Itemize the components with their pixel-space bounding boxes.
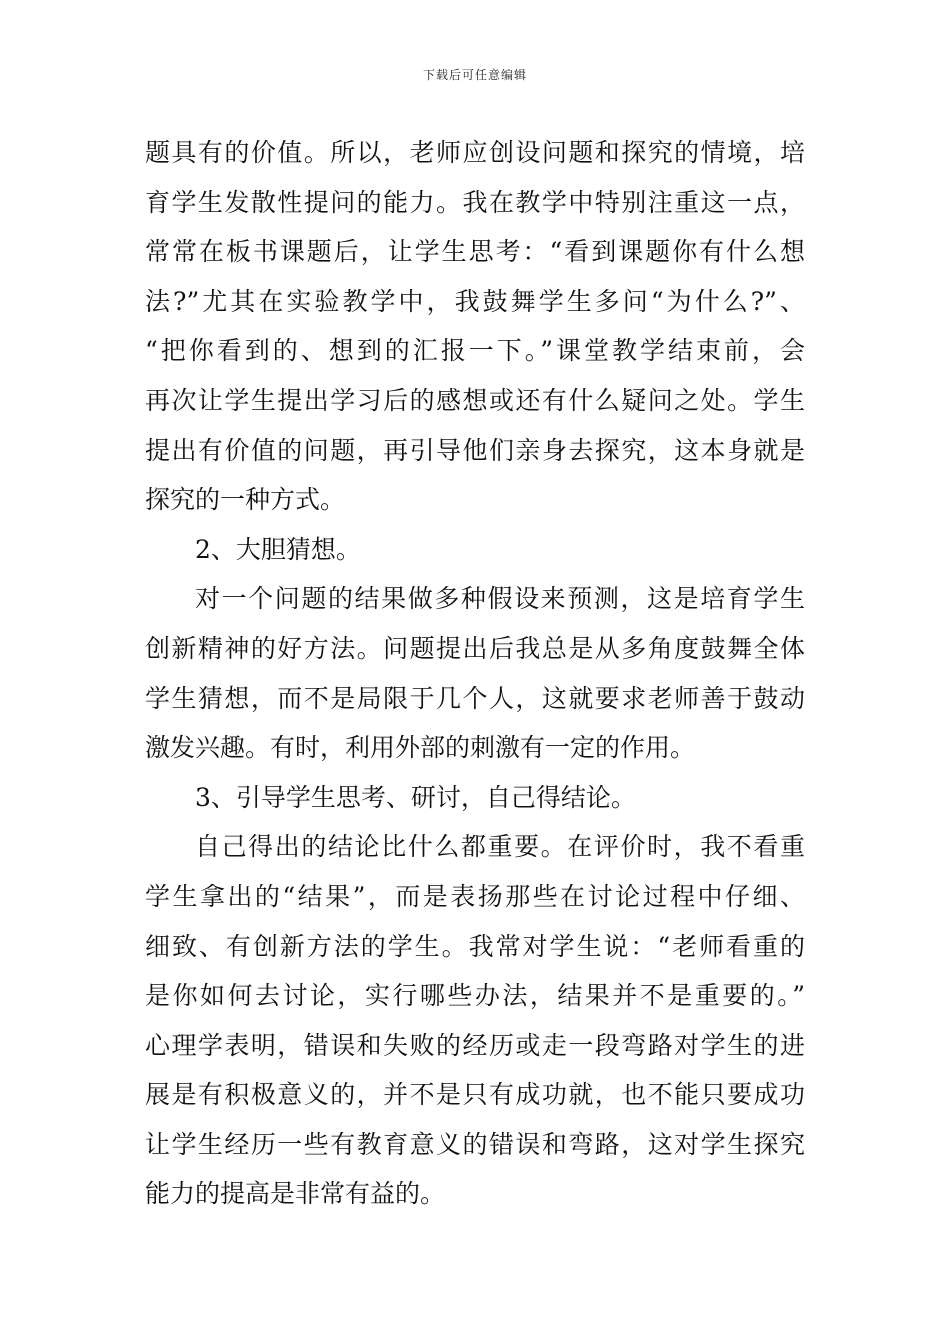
text-line: 学生猜想，而不是局限于几个人，这就要求老师善于鼓动 xyxy=(145,683,805,713)
text-line: 学生拿出的“结果”，而是表扬那些在讨论过程中仔细、 xyxy=(145,881,805,911)
section-heading: 2、大胆猜想。 xyxy=(195,534,361,564)
text-line: 自己得出的结论比什么都重要。在评价时，我不看重 xyxy=(195,832,805,862)
text-line: 细致、有创新方法的学生。我常对学生说：“老师看重的 xyxy=(145,931,805,961)
text-line: 法?”尤其在实验教学中，我鼓舞学生多问“为什么?”、 xyxy=(145,286,805,316)
text-line: 能力的提高是非常有益的。 xyxy=(145,1179,446,1209)
text-line: 探究的一种方式。 xyxy=(145,485,346,515)
text-line: 心理学表明，错误和失败的经历或走一段弯路对学生的进 xyxy=(145,1030,805,1060)
text-line: 题具有的价值。所以，老师应创设问题和探究的情境，培 xyxy=(145,138,805,167)
page-header: 下载后可任意编辑 xyxy=(422,68,527,82)
text-line: 对一个问题的结果做多种假设来预测，这是培育学生 xyxy=(195,584,805,614)
text-line: 展是有积极意义的，并不是只有成功就，也不能只要成功 xyxy=(145,1080,805,1110)
text-line: 创新精神的好方法。问题提出后我总是从多角度鼓舞全体 xyxy=(145,633,805,663)
text-line: 常常在板书课题后，让学生思考：“看到课题你有什么想 xyxy=(145,237,805,267)
section-heading: 3、引导学生思考、研讨，自己得结论。 xyxy=(195,782,636,812)
document-body xyxy=(145,128,805,1219)
text-line: 再次让学生提出学习后的感想或还有什么疑问之处。学生 xyxy=(145,385,805,415)
text-line: 育学生发散性提问的能力。我在教学中特别注重这一点， xyxy=(145,187,805,217)
text-line: 让学生经历一些有教育意义的错误和弯路，这对学生探究 xyxy=(145,1129,805,1159)
text-line: 激发兴趣。有时，利用外部的刺激有一定的作用。 xyxy=(145,733,696,763)
text-line: “把你看到的、想到的汇报一下。”课堂教学结束前，会 xyxy=(145,336,805,366)
text-line: 提出有价值的问题，再引导他们亲身去探究，这本身就是 xyxy=(145,435,805,465)
text-line: 是你如何去讨论，实行哪些办法，结果并不是重要的。” xyxy=(145,981,805,1011)
